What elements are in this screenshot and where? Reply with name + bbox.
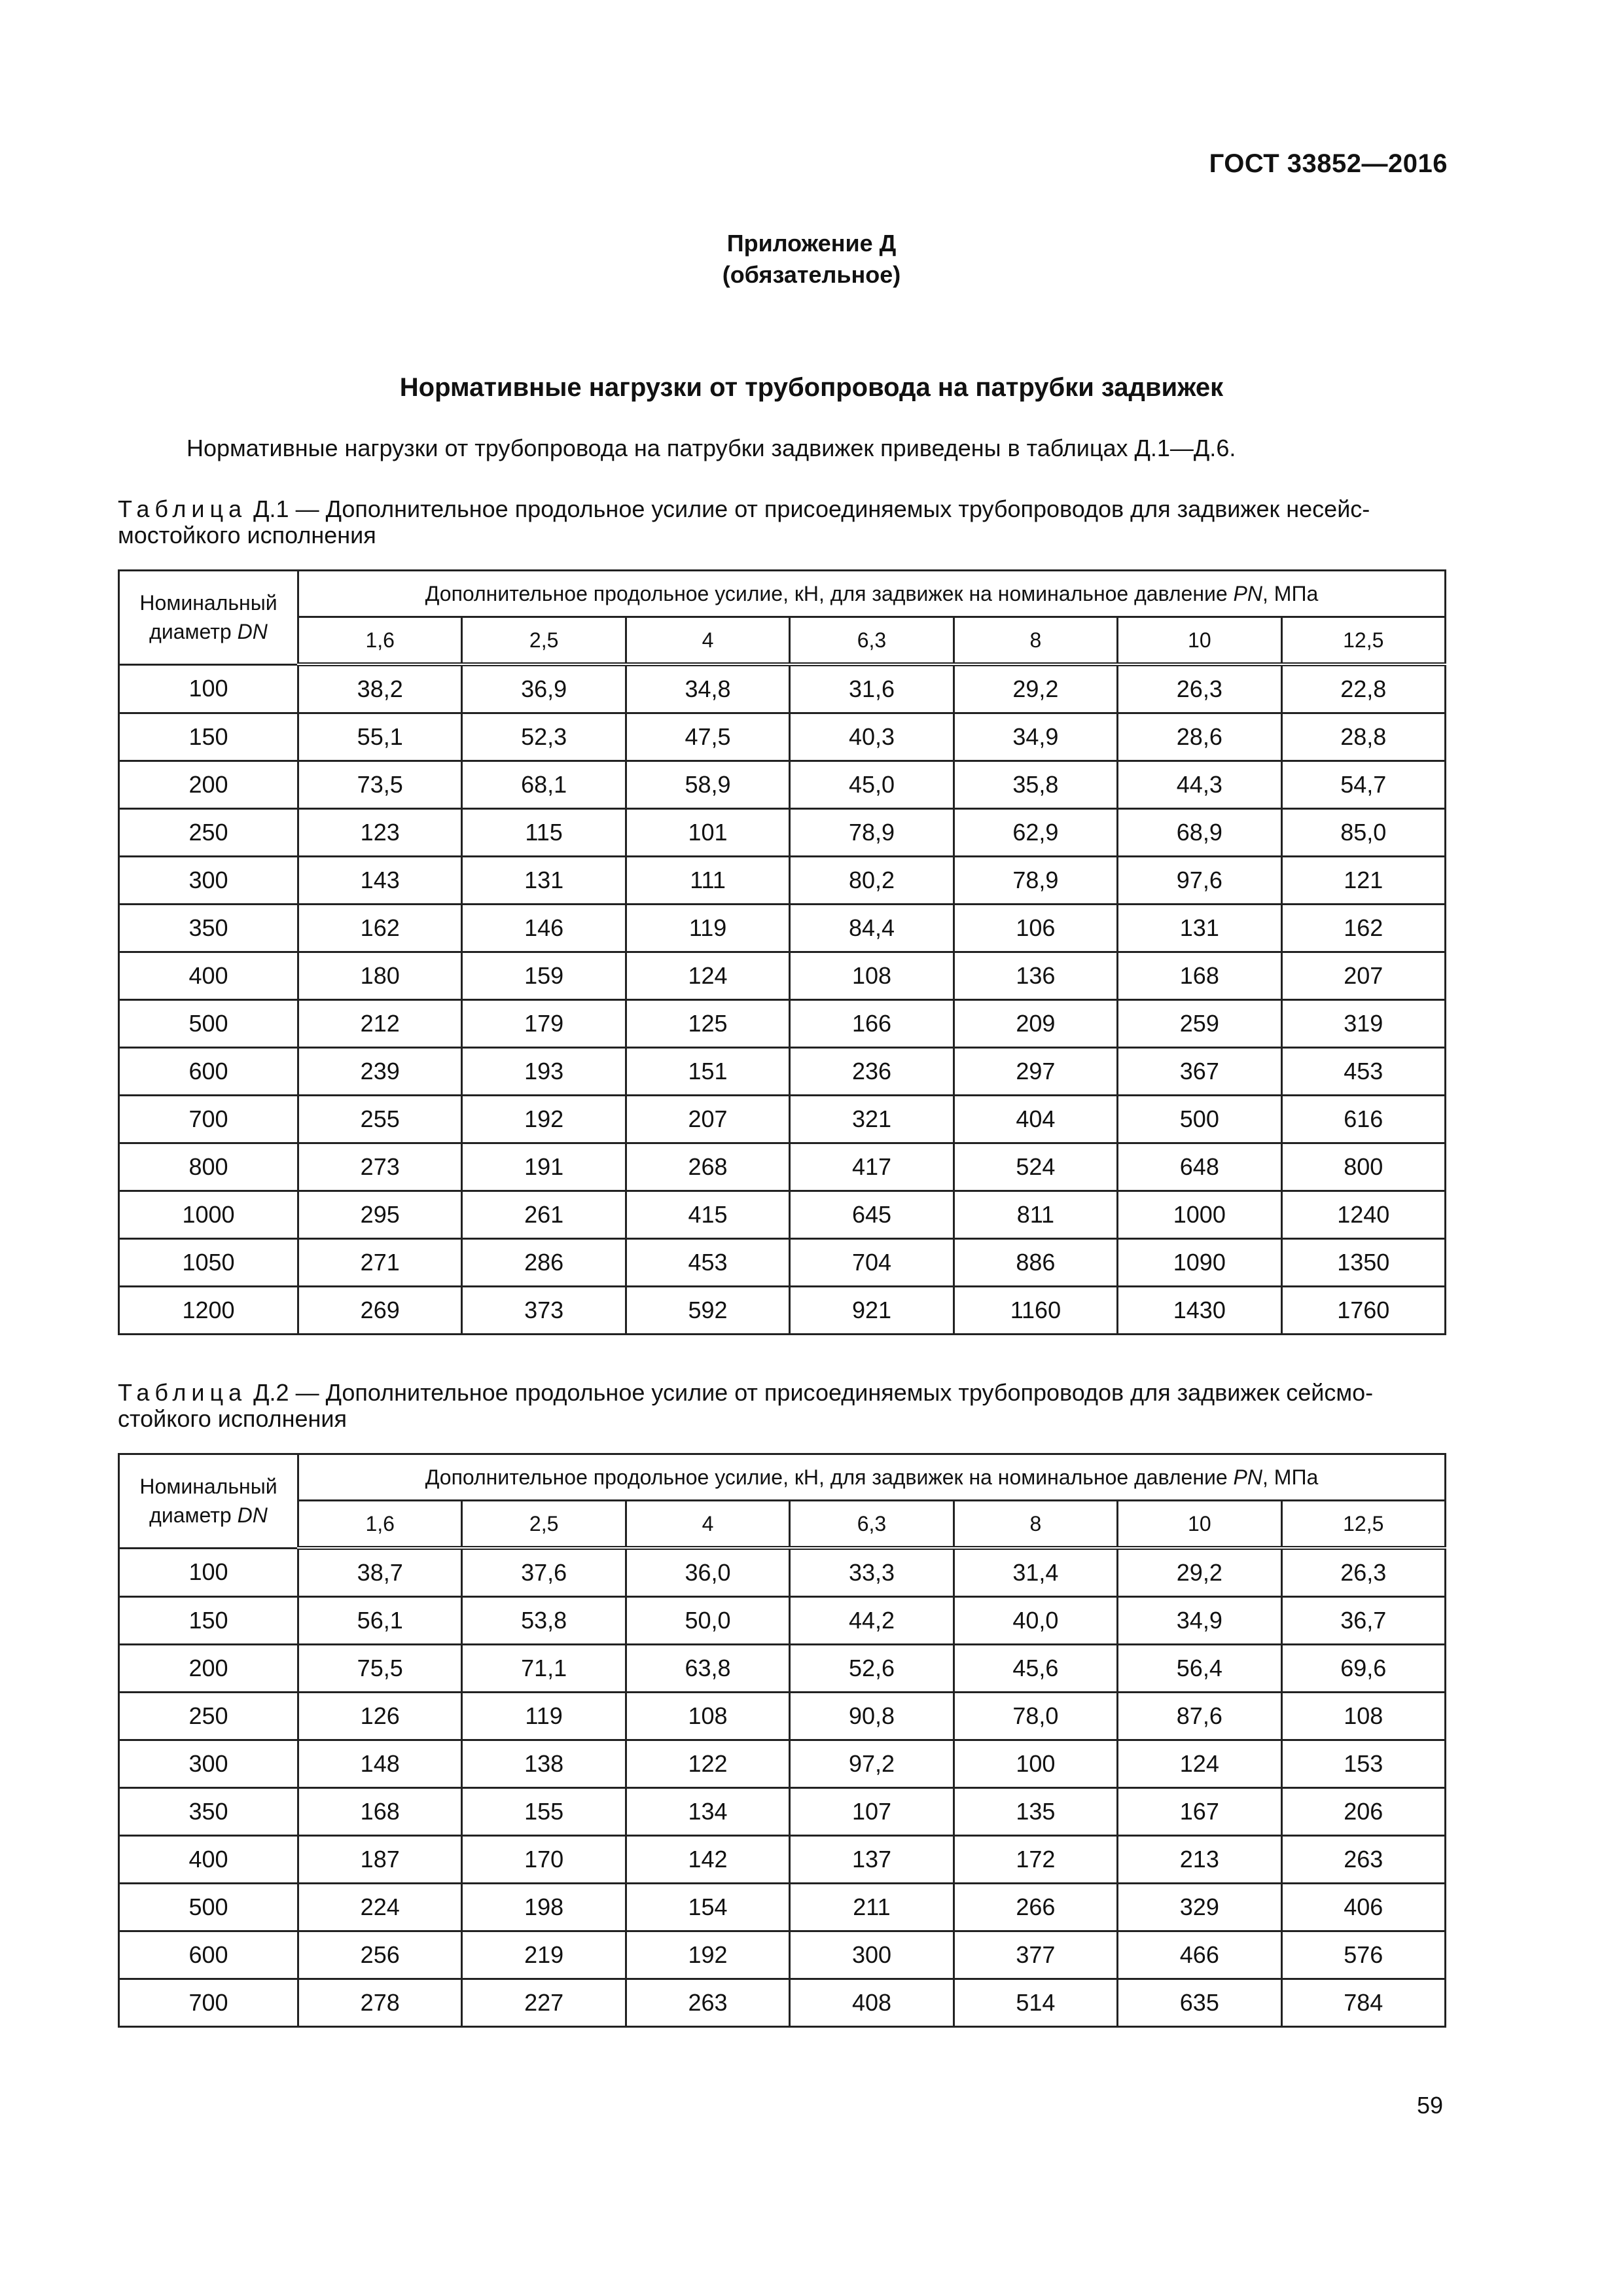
force-cell: 44,3 bbox=[1118, 761, 1281, 809]
force-cell: 616 bbox=[1281, 1096, 1445, 1143]
table-d2-header bbox=[119, 1454, 1446, 1549]
dn-header bbox=[119, 571, 298, 665]
force-cell: 193 bbox=[462, 1048, 626, 1096]
force-cell: 213 bbox=[1118, 1836, 1281, 1884]
force-cell: 500 bbox=[1118, 1096, 1281, 1143]
table-row bbox=[119, 1979, 1446, 2027]
force-cell: 168 bbox=[298, 1788, 462, 1836]
force-cell: 921 bbox=[790, 1287, 954, 1335]
force-cell: 286 bbox=[462, 1239, 626, 1287]
force-cell: 239 bbox=[298, 1048, 462, 1096]
force-cell: 377 bbox=[954, 1931, 1117, 1979]
force-cell: 100 bbox=[954, 1740, 1117, 1788]
force-cell: 53,8 bbox=[462, 1597, 626, 1645]
force-cell: 131 bbox=[462, 857, 626, 905]
table-d2 bbox=[118, 1453, 1446, 2028]
dn-cell: 200 bbox=[119, 761, 298, 809]
table-row bbox=[119, 1597, 1446, 1645]
force-cell: 209 bbox=[954, 1000, 1117, 1048]
force-cell: 38,2 bbox=[298, 664, 462, 713]
force-cell: 58,9 bbox=[626, 761, 789, 809]
force-cell: 168 bbox=[1118, 952, 1281, 1000]
force-cell: 84,4 bbox=[790, 905, 954, 952]
table-row bbox=[119, 1191, 1446, 1239]
pressure-header: 12,5 bbox=[1281, 617, 1445, 665]
force-cell: 28,8 bbox=[1281, 713, 1445, 761]
force-group-text: Дополнительное продольное усилие, кН, для задвижек на номинальное давление bbox=[425, 1465, 1228, 1489]
force-cell: 648 bbox=[1118, 1143, 1281, 1191]
dn-cell: 200 bbox=[119, 1645, 298, 1693]
dn-cell: 350 bbox=[119, 905, 298, 952]
force-cell: 466 bbox=[1118, 1931, 1281, 1979]
pn-symbol: PN bbox=[1233, 1465, 1262, 1489]
force-cell: 592 bbox=[626, 1287, 789, 1335]
force-cell: 255 bbox=[298, 1096, 462, 1143]
dn-cell: 1000 bbox=[119, 1191, 298, 1239]
force-cell: 37,6 bbox=[462, 1548, 626, 1597]
force-cell: 52,6 bbox=[790, 1645, 954, 1693]
force-cell: 125 bbox=[626, 1000, 789, 1048]
table1-label: Таблица bbox=[118, 495, 247, 522]
force-cell: 576 bbox=[1281, 1931, 1445, 1979]
pressure-header: 1,6 bbox=[298, 1501, 462, 1549]
table-row bbox=[119, 905, 1446, 952]
force-cell: 227 bbox=[462, 1979, 626, 2027]
table-row bbox=[119, 1645, 1446, 1693]
force-cell: 162 bbox=[298, 905, 462, 952]
force-cell: 108 bbox=[626, 1693, 789, 1740]
dn-cell: 400 bbox=[119, 952, 298, 1000]
table-row bbox=[119, 1884, 1446, 1931]
force-cell: 453 bbox=[1281, 1048, 1445, 1096]
pressure-header: 8 bbox=[954, 617, 1117, 665]
force-cell: 514 bbox=[954, 1979, 1117, 2027]
pressure-header: 4 bbox=[626, 617, 789, 665]
force-cell: 124 bbox=[626, 952, 789, 1000]
force-cell: 68,9 bbox=[1118, 809, 1281, 857]
force-cell: 180 bbox=[298, 952, 462, 1000]
force-cell: 207 bbox=[1281, 952, 1445, 1000]
force-cell: 367 bbox=[1118, 1048, 1281, 1096]
force-cell: 131 bbox=[1118, 905, 1281, 952]
force-cell: 453 bbox=[626, 1239, 789, 1287]
force-cell: 107 bbox=[790, 1788, 954, 1836]
dn-cell: 800 bbox=[119, 1143, 298, 1191]
force-cell: 97,2 bbox=[790, 1740, 954, 1788]
force-cell: 52,3 bbox=[462, 713, 626, 761]
dn-cell: 150 bbox=[119, 1597, 298, 1645]
force-cell: 126 bbox=[298, 1693, 462, 1740]
force-cell: 406 bbox=[1281, 1884, 1445, 1931]
force-group-text: Дополнительное продольное усилие, кН, для задвижек на номинальное давление bbox=[425, 581, 1228, 605]
table2-caption-line2: стойкого исполнения bbox=[118, 1405, 347, 1432]
dn-header-line2: диаметр bbox=[149, 620, 232, 644]
force-cell: 1760 bbox=[1281, 1287, 1445, 1335]
force-cell: 269 bbox=[298, 1287, 462, 1335]
force-cell: 266 bbox=[954, 1884, 1117, 1931]
force-cell: 78,0 bbox=[954, 1693, 1117, 1740]
force-cell: 1430 bbox=[1118, 1287, 1281, 1335]
force-cell: 85,0 bbox=[1281, 809, 1445, 857]
force-cell: 172 bbox=[954, 1836, 1117, 1884]
force-cell: 321 bbox=[790, 1096, 954, 1143]
force-group-header bbox=[298, 571, 1446, 617]
pressure-header: 10 bbox=[1118, 617, 1281, 665]
section-title: Нормативные нагрузки от трубопровода на патрубки задвижек bbox=[399, 373, 1224, 402]
force-cell: 212 bbox=[298, 1000, 462, 1048]
force-cell: 34,9 bbox=[1118, 1597, 1281, 1645]
table-row bbox=[119, 1836, 1446, 1884]
force-cell: 75,5 bbox=[298, 1645, 462, 1693]
force-cell: 55,1 bbox=[298, 713, 462, 761]
table-row bbox=[119, 1048, 1446, 1096]
intro-paragraph: Нормативные нагрузки от трубопровода на патрубки задвижек приведены в таблицах Д.1—Д.6. bbox=[187, 435, 1236, 461]
force-cell: 26,3 bbox=[1281, 1548, 1445, 1597]
force-cell: 62,9 bbox=[954, 809, 1117, 857]
table-row bbox=[119, 1239, 1446, 1287]
dn-symbol: DN bbox=[237, 1503, 268, 1528]
pressure-header: 4 bbox=[626, 1501, 789, 1549]
force-cell: 800 bbox=[1281, 1143, 1445, 1191]
table-d1 bbox=[118, 569, 1446, 1335]
force-cell: 111 bbox=[626, 857, 789, 905]
force-cell: 207 bbox=[626, 1096, 789, 1143]
appendix-status: (обязательное) bbox=[722, 261, 901, 288]
force-cell: 404 bbox=[954, 1096, 1117, 1143]
force-cell: 63,8 bbox=[626, 1645, 789, 1693]
table-row bbox=[119, 1548, 1446, 1597]
force-cell: 44,2 bbox=[790, 1597, 954, 1645]
force-cell: 263 bbox=[1281, 1836, 1445, 1884]
force-cell: 273 bbox=[298, 1143, 462, 1191]
force-cell: 256 bbox=[298, 1931, 462, 1979]
table-row bbox=[119, 1788, 1446, 1836]
force-cell: 106 bbox=[954, 905, 1117, 952]
pressure-header: 10 bbox=[1118, 1501, 1281, 1549]
table1-caption-line1: Д.1 — Дополнительное продольное усилие от присоединяемых трубопроводов для задвижек несейс- bbox=[247, 495, 1370, 522]
appendix-heading bbox=[0, 228, 1623, 291]
force-cell: 28,6 bbox=[1118, 713, 1281, 761]
table-row bbox=[119, 952, 1446, 1000]
force-cell: 159 bbox=[462, 952, 626, 1000]
table1-caption bbox=[118, 496, 1446, 548]
force-cell: 162 bbox=[1281, 905, 1445, 952]
force-cell: 142 bbox=[626, 1836, 789, 1884]
dn-symbol: DN bbox=[237, 620, 268, 644]
force-cell: 34,9 bbox=[954, 713, 1117, 761]
dn-header-line2: диаметр bbox=[149, 1503, 232, 1528]
force-cell: 71,1 bbox=[462, 1645, 626, 1693]
force-cell: 134 bbox=[626, 1788, 789, 1836]
dn-cell: 500 bbox=[119, 1000, 298, 1048]
force-cell: 40,0 bbox=[954, 1597, 1117, 1645]
force-cell: 153 bbox=[1281, 1740, 1445, 1788]
force-cell: 115 bbox=[462, 809, 626, 857]
force-cell: 35,8 bbox=[954, 761, 1117, 809]
table-row bbox=[119, 809, 1446, 857]
dn-cell: 1200 bbox=[119, 1287, 298, 1335]
force-cell: 36,7 bbox=[1281, 1597, 1445, 1645]
force-cell: 198 bbox=[462, 1884, 626, 1931]
force-cell: 73,5 bbox=[298, 761, 462, 809]
force-cell: 329 bbox=[1118, 1884, 1281, 1931]
force-cell: 138 bbox=[462, 1740, 626, 1788]
table1-caption-line2: мостойкого исполнения bbox=[118, 522, 376, 548]
table-row bbox=[119, 1287, 1446, 1335]
force-cell: 56,1 bbox=[298, 1597, 462, 1645]
force-cell: 78,9 bbox=[954, 857, 1117, 905]
dn-cell: 300 bbox=[119, 1740, 298, 1788]
table2-label: Таблица bbox=[118, 1379, 247, 1406]
force-cell: 261 bbox=[462, 1191, 626, 1239]
pn-symbol: PN bbox=[1233, 581, 1262, 605]
force-cell: 123 bbox=[298, 809, 462, 857]
force-cell: 263 bbox=[626, 1979, 789, 2027]
force-cell: 278 bbox=[298, 1979, 462, 2027]
force-cell: 137 bbox=[790, 1836, 954, 1884]
force-cell: 54,7 bbox=[1281, 761, 1445, 809]
force-cell: 300 bbox=[790, 1931, 954, 1979]
force-cell: 90,8 bbox=[790, 1693, 954, 1740]
force-cell: 119 bbox=[626, 905, 789, 952]
force-cell: 36,0 bbox=[626, 1548, 789, 1597]
dn-cell: 300 bbox=[119, 857, 298, 905]
force-cell: 271 bbox=[298, 1239, 462, 1287]
force-cell: 259 bbox=[1118, 1000, 1281, 1048]
force-cell: 136 bbox=[954, 952, 1117, 1000]
dn-cell: 350 bbox=[119, 1788, 298, 1836]
force-cell: 373 bbox=[462, 1287, 626, 1335]
force-group-header bbox=[298, 1454, 1446, 1501]
force-cell: 119 bbox=[462, 1693, 626, 1740]
force-cell: 154 bbox=[626, 1884, 789, 1931]
force-cell: 192 bbox=[626, 1931, 789, 1979]
force-cell: 146 bbox=[462, 905, 626, 952]
force-group-unit: , МПа bbox=[1262, 1465, 1319, 1489]
force-cell: 415 bbox=[626, 1191, 789, 1239]
force-cell: 192 bbox=[462, 1096, 626, 1143]
table2-caption bbox=[118, 1380, 1446, 1432]
table-row bbox=[119, 761, 1446, 809]
force-cell: 31,6 bbox=[790, 664, 954, 713]
force-cell: 319 bbox=[1281, 1000, 1445, 1048]
pressure-header: 8 bbox=[954, 1501, 1117, 1549]
table-row bbox=[119, 1693, 1446, 1740]
force-cell: 191 bbox=[462, 1143, 626, 1191]
force-cell: 211 bbox=[790, 1884, 954, 1931]
pressure-header-row bbox=[119, 617, 1446, 665]
force-cell: 68,1 bbox=[462, 761, 626, 809]
force-cell: 236 bbox=[790, 1048, 954, 1096]
force-cell: 408 bbox=[790, 1979, 954, 2027]
force-cell: 166 bbox=[790, 1000, 954, 1048]
force-cell: 45,0 bbox=[790, 761, 954, 809]
force-cell: 122 bbox=[626, 1740, 789, 1788]
force-cell: 22,8 bbox=[1281, 664, 1445, 713]
force-cell: 47,5 bbox=[626, 713, 789, 761]
dn-cell: 100 bbox=[119, 1548, 298, 1597]
table-row bbox=[119, 1143, 1446, 1191]
force-cell: 108 bbox=[1281, 1693, 1445, 1740]
dn-cell: 600 bbox=[119, 1931, 298, 1979]
force-cell: 50,0 bbox=[626, 1597, 789, 1645]
force-cell: 34,8 bbox=[626, 664, 789, 713]
dn-cell: 250 bbox=[119, 809, 298, 857]
force-cell: 29,2 bbox=[1118, 1548, 1281, 1597]
pressure-header: 2,5 bbox=[462, 1501, 626, 1549]
dn-cell: 400 bbox=[119, 1836, 298, 1884]
force-cell: 121 bbox=[1281, 857, 1445, 905]
pressure-header: 6,3 bbox=[790, 617, 954, 665]
table-row bbox=[119, 1000, 1446, 1048]
force-cell: 80,2 bbox=[790, 857, 954, 905]
force-cell: 1350 bbox=[1281, 1239, 1445, 1287]
force-cell: 524 bbox=[954, 1143, 1117, 1191]
dn-cell: 700 bbox=[119, 1096, 298, 1143]
table-row bbox=[119, 857, 1446, 905]
dn-cell: 150 bbox=[119, 713, 298, 761]
force-cell: 124 bbox=[1118, 1740, 1281, 1788]
standard-code: ГОСТ 33852—2016 bbox=[1209, 149, 1448, 178]
force-cell: 886 bbox=[954, 1239, 1117, 1287]
dn-cell: 1050 bbox=[119, 1239, 298, 1287]
table2-caption-line1: Д.2 — Дополнительное продольное усилие от присоединяемых трубопроводов для задвижек сейсмо- bbox=[247, 1379, 1374, 1406]
force-cell: 31,4 bbox=[954, 1548, 1117, 1597]
force-cell: 26,3 bbox=[1118, 664, 1281, 713]
force-cell: 40,3 bbox=[790, 713, 954, 761]
dn-header-line1: Номинальный bbox=[139, 591, 277, 615]
pressure-header: 1,6 bbox=[298, 617, 462, 665]
force-cell: 155 bbox=[462, 1788, 626, 1836]
force-cell: 148 bbox=[298, 1740, 462, 1788]
appendix-title: Приложение Д bbox=[726, 230, 897, 257]
force-cell: 108 bbox=[790, 952, 954, 1000]
dn-cell: 100 bbox=[119, 664, 298, 713]
table-row bbox=[119, 1931, 1446, 1979]
force-cell: 170 bbox=[462, 1836, 626, 1884]
table-d2-body bbox=[119, 1548, 1446, 2027]
force-cell: 78,9 bbox=[790, 809, 954, 857]
force-cell: 167 bbox=[1118, 1788, 1281, 1836]
force-cell: 206 bbox=[1281, 1788, 1445, 1836]
force-cell: 268 bbox=[626, 1143, 789, 1191]
pressure-header: 12,5 bbox=[1281, 1501, 1445, 1549]
force-cell: 87,6 bbox=[1118, 1693, 1281, 1740]
pressure-header-row bbox=[119, 1501, 1446, 1549]
table-row bbox=[119, 1740, 1446, 1788]
force-cell: 1240 bbox=[1281, 1191, 1445, 1239]
force-cell: 151 bbox=[626, 1048, 789, 1096]
force-cell: 45,6 bbox=[954, 1645, 1117, 1693]
force-cell: 1160 bbox=[954, 1287, 1117, 1335]
force-cell: 645 bbox=[790, 1191, 954, 1239]
dn-cell: 500 bbox=[119, 1884, 298, 1931]
table-d1-body bbox=[119, 664, 1446, 1335]
force-cell: 33,3 bbox=[790, 1548, 954, 1597]
force-cell: 29,2 bbox=[954, 664, 1117, 713]
force-cell: 219 bbox=[462, 1931, 626, 1979]
force-cell: 704 bbox=[790, 1239, 954, 1287]
dn-cell: 600 bbox=[119, 1048, 298, 1096]
table-row bbox=[119, 664, 1446, 713]
force-cell: 295 bbox=[298, 1191, 462, 1239]
force-cell: 101 bbox=[626, 809, 789, 857]
dn-cell: 250 bbox=[119, 1693, 298, 1740]
force-cell: 97,6 bbox=[1118, 857, 1281, 905]
force-cell: 1000 bbox=[1118, 1191, 1281, 1239]
force-cell: 635 bbox=[1118, 1979, 1281, 2027]
pressure-header: 6,3 bbox=[790, 1501, 954, 1549]
force-cell: 784 bbox=[1281, 1979, 1445, 2027]
force-cell: 56,4 bbox=[1118, 1645, 1281, 1693]
pressure-header: 2,5 bbox=[462, 617, 626, 665]
force-cell: 811 bbox=[954, 1191, 1117, 1239]
force-cell: 143 bbox=[298, 857, 462, 905]
dn-header-line1: Номинальный bbox=[139, 1475, 277, 1499]
page-number: 59 bbox=[1416, 2092, 1443, 2119]
force-cell: 187 bbox=[298, 1836, 462, 1884]
force-cell: 224 bbox=[298, 1884, 462, 1931]
dn-header bbox=[119, 1454, 298, 1549]
force-cell: 297 bbox=[954, 1048, 1117, 1096]
dn-cell: 700 bbox=[119, 1979, 298, 2027]
table-d1-header bbox=[119, 571, 1446, 665]
force-cell: 179 bbox=[462, 1000, 626, 1048]
table-row bbox=[119, 713, 1446, 761]
force-cell: 135 bbox=[954, 1788, 1117, 1836]
force-group-unit: , МПа bbox=[1262, 581, 1319, 605]
force-cell: 69,6 bbox=[1281, 1645, 1445, 1693]
table-row bbox=[119, 1096, 1446, 1143]
force-cell: 417 bbox=[790, 1143, 954, 1191]
force-cell: 36,9 bbox=[462, 664, 626, 713]
force-cell: 38,7 bbox=[298, 1548, 462, 1597]
force-cell: 1090 bbox=[1118, 1239, 1281, 1287]
